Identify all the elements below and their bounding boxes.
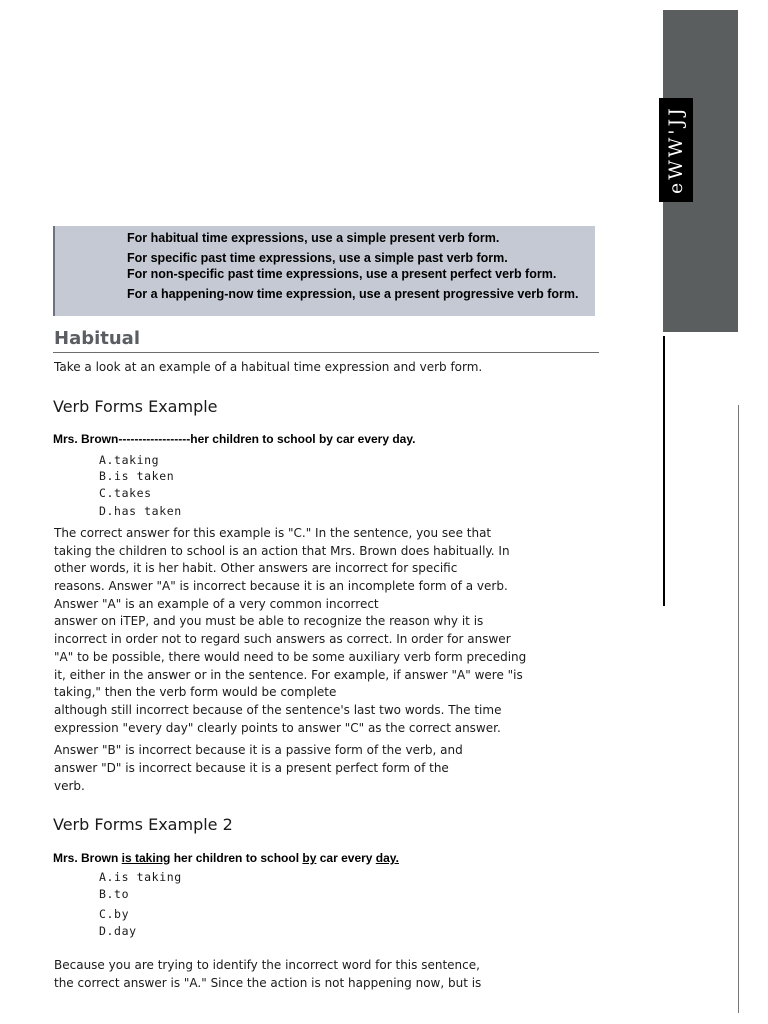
habitual-intro: Take a look at an example of a habitual time expression and verb form. <box>54 360 483 374</box>
tip-happening-now: For a happening-now time expression, use a present progressive verb form. <box>127 287 579 301</box>
explanation-line: other words, it is her habit. Other answers are incorrect for specific <box>54 561 458 575</box>
tip-nonspecific-past: For non-specific past time expressions, use a present perfect verb form. <box>127 267 557 281</box>
q-text: her children to school <box>170 851 303 865</box>
q-text: Mrs. Brown <box>53 851 122 865</box>
explanation-line: reasons. Answer "A" is incorrect because it is an incomplete form of a verb. <box>54 579 508 593</box>
example2-option-b: B.to <box>99 887 130 901</box>
explanation-line: The correct answer for this example is "C." In the sentence, you see that <box>54 526 492 540</box>
explanation-line: Answer "A" is an example of a very common incorrect <box>54 597 379 611</box>
example2-question <box>53 851 399 865</box>
example2-option-d: D.day <box>99 924 137 938</box>
explanation-line: it, either in the answer or in the sentence. For example, if answer "A" were "is <box>54 668 523 682</box>
section-heading-habitual: Habitual <box>54 328 141 349</box>
heading-rule <box>53 352 599 353</box>
q-underlined-day: day. <box>375 851 399 865</box>
example1-option-d: D.has taken <box>99 504 182 518</box>
explanation2-line: verb. <box>54 779 85 793</box>
explanation-line: although still incorrect because of the sentence's last two words. The time <box>54 703 502 717</box>
explanation-line: taking," then the verb form would be complete <box>54 685 337 699</box>
sidebar-label: eWW'JJ <box>659 98 693 202</box>
example1-option-a: A.taking <box>99 453 160 467</box>
explanation-line: answer on iTEP, and you must be able to recognize the reason why it is <box>54 614 484 628</box>
example1-option-b: B.is taken <box>99 469 175 483</box>
q-text: car every <box>316 851 376 865</box>
example1-heading: Verb Forms Example <box>53 397 218 416</box>
q-underlined-is-taking: is taking <box>121 851 171 865</box>
divider-line-thin <box>738 405 739 1013</box>
example2-option-a: A.is taking <box>99 870 182 884</box>
example1-option-c: C.takes <box>99 486 152 500</box>
tip-specific-past: For specific past time expressions, use a simple past verb form. <box>127 251 508 265</box>
explanation-line: expression "every day" clearly points to answer "C" as the correct answer. <box>54 721 501 735</box>
example1-question: Mrs. Brown------------------her children to school by car every day. <box>53 432 416 446</box>
explanation2-line: Answer "B" is incorrect because it is a passive form of the verb, and <box>54 743 463 757</box>
explanation2-line: answer "D" is incorrect because it is a present perfect form of the <box>54 761 449 775</box>
example2-explanation-line: Because you are trying to identify the incorrect word for this sentence, <box>54 958 480 972</box>
example2-option-c: C.by <box>99 907 130 921</box>
example2-explanation-line: the correct answer is "A." Since the action is not happening now, but is <box>54 976 482 990</box>
explanation-line: "A" to be possible, there would need to be some auxiliary verb form preceding <box>54 650 527 664</box>
tip-habitual: For habitual time expressions, use a simple present verb form. <box>127 231 500 245</box>
q-underlined-by: by <box>302 851 317 865</box>
tips-box <box>53 226 595 316</box>
divider-line <box>663 336 665 606</box>
explanation-line: taking the children to school is an action that Mrs. Brown does habitually. In <box>54 544 510 558</box>
explanation-line: incorrect in order not to regard such answers as correct. In order for answer <box>54 632 511 646</box>
example2-heading: Verb Forms Example 2 <box>53 815 233 834</box>
